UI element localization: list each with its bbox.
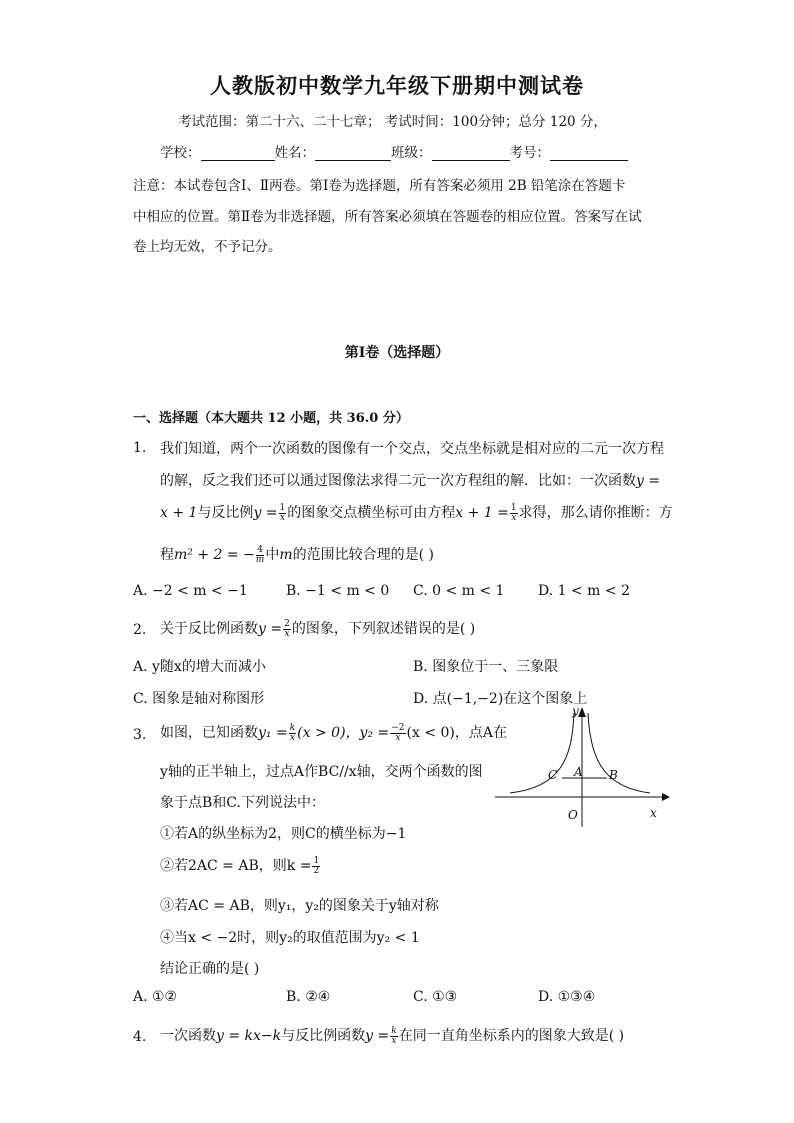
q3-statement-2: ②若2AC = AB，则k = $\frac{1}{2}$ [160, 855, 320, 876]
q3-statement-3: ③若AC = AB，则y₁，y₂的图象关于y轴对称 [160, 898, 439, 914]
q2-number: 2. [133, 622, 147, 638]
q3-line-2: y轴的正半轴上，过点A作BC//x轴，交两个函数的图 [160, 764, 483, 780]
label-x: x [650, 806, 657, 820]
q3-option-d[interactable]: D. ①③④ [538, 989, 596, 1005]
notice-line-1: 注意：本试卷包含Ⅰ、Ⅱ两卷。第Ⅰ卷为选择题，所有答案必须用 2B 铅笔涂在答题卡 [133, 178, 626, 194]
y-axis-arrow [578, 707, 586, 717]
q3-hyperbola-figure [490, 705, 670, 827]
part-title: 一、选择题（本大题共 12 小题，共 36.0 分） [133, 411, 409, 426]
q3-conclusion: 结论正确的是( ) [160, 961, 260, 977]
exam-title: 人教版初中数学九年级下册期中测试卷 [210, 73, 584, 98]
class-label: 班级： [391, 145, 432, 161]
notice-line-2: 中相应的位置。第Ⅱ卷为非选择题，所有答案必须填在答题卷的相应位置。答案写在试 [133, 209, 642, 225]
q3-statement-1: ①若A的纵坐标为2，则C的横坐标为−1 [160, 826, 407, 842]
student-info-row [160, 141, 628, 161]
q2-option-c[interactable]: C. 图象是轴对称图形 [133, 691, 265, 707]
label-y: y [572, 705, 579, 718]
q4-line-1: 一次函数y = kx−k与反比例函数y = $\frac{k}{x}$ 在同一直角坐标系内的图象大致是( ) [160, 1025, 625, 1046]
q1-option-a[interactable]: A. −2 < m < −1 [133, 583, 248, 599]
exam-info: 考试范围：第二十六、二十七章； 考试时间：100分钟；总分 120 分， [178, 114, 607, 130]
name-label: 姓名： [274, 145, 315, 161]
q2-option-b[interactable]: B. 图象位于一、三象限 [413, 659, 559, 675]
q1-line-1: 我们知道，两个一次函数的图像有一个交点，交点坐标就是相对应的二元一次方程 [160, 441, 664, 457]
school-label: 学校： [160, 145, 201, 161]
q1-line-2: 的解，反之我们还可以通过图像法求得二元一次方程组的解．比如：一次函数y = [160, 473, 661, 489]
q4-number: 4. [133, 1029, 147, 1045]
class-blank[interactable] [432, 146, 510, 161]
q1-line-3: x + 1与反比例y = $\frac{1}{x}$ 的图象交点横坐标可由方程x + 1 = $\frac{1}{x}$ 求得，那么请你推断：方 [160, 502, 673, 523]
q1-option-d[interactable]: D. 1 < m < 2 [538, 583, 630, 599]
q1-line-4: 程m² + 2 = − $\frac{4}{m}$ 中m的范围比较合理的是( ) [160, 544, 434, 565]
q2-line-1: 关于反比例函数y = $\frac{2}{x}$ 的图象，下列叙述错误的是( ) [160, 618, 476, 639]
q1-option-b[interactable]: B. −1 < m < 0 [286, 583, 390, 599]
q1-number: 1. [133, 440, 147, 456]
q3-option-c[interactable]: C. ①③ [413, 989, 458, 1005]
curve-y2 [510, 713, 574, 793]
q3-line-3: 象于点B和C.下列说法中： [160, 795, 325, 811]
volume-title: 第Ⅰ卷（选择题） [344, 345, 450, 361]
curve-y1 [588, 713, 650, 793]
q3-number: 3. [133, 727, 147, 743]
q2-option-a[interactable]: A. y随x的增大而减小 [133, 659, 266, 675]
q3-statement-4: ④当x < −2时，则y₂的取值范围为y₂ < 1 [160, 930, 420, 946]
label-o: O [568, 808, 578, 822]
q3-line-1: 如图，已知函数y₁ = $\frac{k}{x}$ (x > 0)，y₂ = $\frac{-2}{x}$ (x < 0)，点A在 [160, 722, 507, 743]
q1-option-c[interactable]: C. 0 < m < 1 [413, 583, 505, 599]
name-blank[interactable] [315, 146, 391, 161]
label-c: C [548, 768, 558, 782]
label-b: B [609, 768, 618, 782]
school-blank[interactable] [201, 146, 275, 161]
x-axis-arrow [662, 793, 670, 801]
notice-line-3: 卷上均无效，不予记分。 [133, 239, 282, 255]
q3-option-a[interactable]: A. ①② [133, 989, 178, 1005]
q3-option-b[interactable]: B. ②④ [286, 989, 331, 1005]
label-a: A [574, 765, 583, 779]
id-blank[interactable] [550, 146, 628, 161]
q2-option-d[interactable]: D. 点(−1,−2)在这个图象上 [413, 691, 588, 707]
id-label: 考号： [509, 145, 550, 161]
